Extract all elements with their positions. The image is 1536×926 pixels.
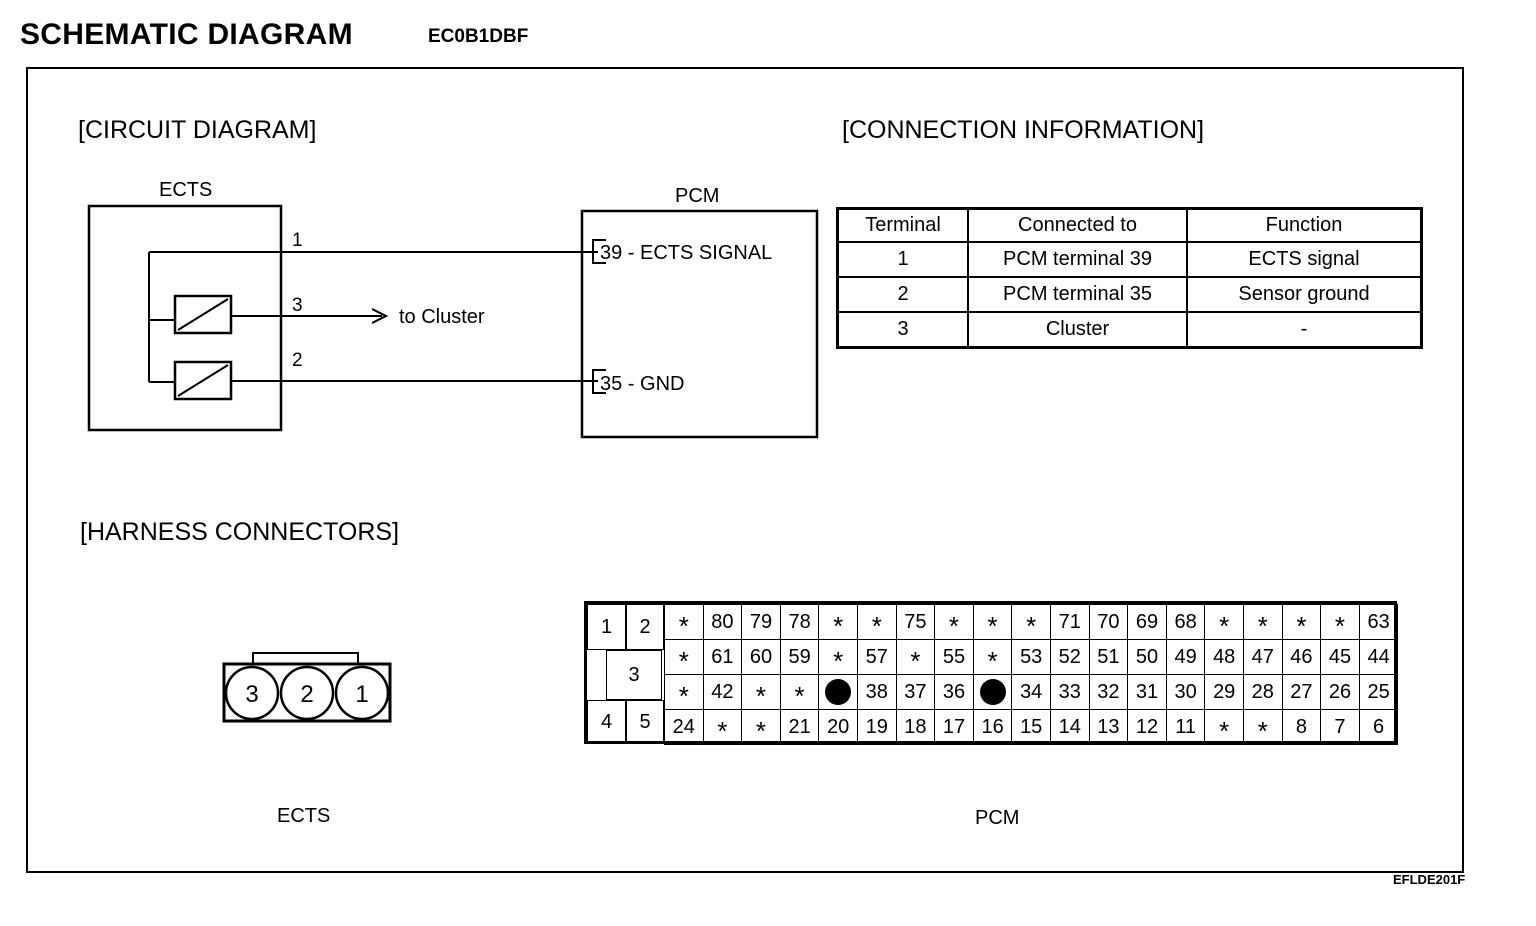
pcm-pin-cell — [818, 674, 858, 710]
pcm-pin-cell — [587, 604, 626, 650]
pcm-pin-label: 42 — [711, 680, 734, 703]
pcm-pin-label: 68 — [1174, 610, 1197, 633]
pcm-pin-cell — [1243, 639, 1283, 675]
pcm-pin-label: 13 — [1097, 715, 1120, 738]
pcm-pin-label: 38 — [865, 680, 888, 703]
pcm-pin-cell — [1243, 604, 1283, 640]
pcm-pin-cell — [857, 674, 897, 710]
unused-pin-star: * — [1257, 716, 1268, 746]
pcm-pin-cell — [606, 650, 662, 700]
ects-pin-label: 1 — [355, 681, 369, 708]
unused-pin-star: * — [794, 681, 805, 711]
pcm-pin-label: 59 — [788, 645, 811, 668]
pcm-pin-cell — [1127, 639, 1167, 675]
circuit-diagram-heading: [CIRCUIT DIAGRAM] — [78, 116, 317, 144]
unused-pin-star: * — [833, 611, 844, 641]
pcm-pin-label: 49 — [1174, 645, 1197, 668]
pcm-pin-label: 24 — [672, 715, 695, 738]
table-cell: 3 — [838, 312, 969, 348]
pcm-pin-cell — [818, 639, 858, 675]
table-cell: 1 — [838, 242, 969, 277]
pcm-pin-label: 5 — [639, 710, 651, 733]
table-cell: PCM terminal 39 — [968, 242, 1187, 277]
unused-pin-star: * — [987, 611, 998, 641]
unused-pin-star: * — [678, 611, 689, 641]
pcm-pin-label: 46 — [1290, 645, 1313, 668]
pcm-pin-cell — [973, 709, 1013, 745]
unused-pin-star: * — [717, 716, 728, 746]
table-cell: ECTS signal — [1187, 242, 1422, 277]
pcm-pin-label: 34 — [1020, 680, 1043, 703]
pcm-pin-cell — [1089, 639, 1129, 675]
pcm-pin-label: 78 — [788, 610, 811, 633]
table-cell: - — [1187, 312, 1422, 348]
pcm-pin-label: 45 — [1328, 645, 1352, 668]
pcm-pin-label: 7 — [1334, 715, 1346, 738]
used-pin-dot — [980, 679, 1006, 705]
pcm-pin-cell — [1050, 674, 1090, 710]
pcm-pin-cell — [1359, 709, 1399, 745]
pcm-pin-label: 75 — [904, 610, 927, 633]
unused-pin-star: * — [1296, 611, 1307, 641]
ects-harness-label: ECTS — [277, 805, 331, 827]
pcm-pin-cell — [1204, 604, 1244, 640]
pcm-pin-cell — [857, 709, 897, 745]
unused-pin-star: * — [678, 681, 689, 711]
pcm-pin-cell — [818, 604, 858, 640]
pcm-harness-label: PCM — [975, 807, 1020, 829]
pcm-pin-label: 1 — [600, 615, 613, 638]
pcm-pin-label: 79 — [749, 610, 773, 633]
thermistor-symbol — [175, 296, 231, 333]
pcm-pin-cell — [664, 639, 704, 675]
pcm-pin-label: 21 — [788, 715, 811, 738]
pcm-pin-cell — [896, 674, 936, 710]
pcm-pin-cell — [703, 604, 743, 640]
pcm-pin-cell — [1011, 639, 1051, 675]
pcm-pin-cell — [664, 709, 704, 745]
pcm-pin-cell — [1359, 674, 1399, 710]
pcm-pin-cell — [1320, 674, 1360, 710]
pcm-pin-cell — [626, 700, 664, 744]
pcm-pin-label: 17 — [942, 715, 966, 738]
pcm-pin-cell — [934, 604, 974, 640]
unused-pin-star: * — [755, 716, 767, 746]
pcm-pin-label: 25 — [1367, 680, 1390, 703]
pcm-pin-label: 32 — [1097, 680, 1120, 703]
pcm-pin-cell — [587, 700, 626, 744]
pcm-pin-label: 63 — [1367, 610, 1390, 633]
pcm-pin-cell — [741, 639, 781, 675]
pcm-pin-cell — [1166, 639, 1206, 675]
pcm-pin-cell — [1166, 604, 1206, 640]
pcm-pin-cell — [1320, 604, 1360, 640]
pcm-pin-label: 2 — [639, 615, 651, 638]
table-cell: Sensor ground — [1187, 277, 1422, 312]
pcm-pin-cell — [1166, 674, 1206, 710]
pcm-pin-cell — [1282, 709, 1322, 745]
pcm-pin-cell — [934, 674, 974, 710]
pcm-pin-cell — [973, 639, 1013, 675]
table-cell: Cluster — [968, 312, 1187, 348]
harness-connectors-heading: [HARNESS CONNECTORS] — [80, 518, 400, 546]
pcm-pin-label: 28 — [1251, 680, 1274, 703]
table-row — [838, 242, 1422, 277]
column-header: Terminal — [838, 209, 969, 243]
pcm-pin-cell — [703, 639, 743, 675]
unused-pin-star: * — [910, 646, 921, 676]
pcm-pin-cell — [741, 604, 781, 640]
pcm-pin-cell — [973, 674, 1013, 710]
ects-pin-label: 2 — [300, 681, 314, 708]
pcm-pin-cell — [1127, 604, 1167, 640]
connection-info-heading: [CONNECTION INFORMATION] — [842, 116, 1205, 144]
pcm-pin-cell — [780, 709, 820, 745]
table-cell: PCM terminal 35 — [968, 277, 1187, 312]
unused-pin-star: * — [948, 611, 960, 641]
pcm-pin-cell — [1011, 674, 1051, 710]
pcm-pin-label: 55 — [942, 645, 966, 668]
unused-pin-star: * — [755, 681, 767, 711]
unused-pin-star: * — [1219, 716, 1230, 746]
pcm-pin-cell — [626, 604, 664, 650]
pcm-pin-label: 71 — [1058, 610, 1081, 633]
pcm-pin-cell — [1204, 709, 1244, 745]
pcm-pin-label: 61 — [711, 645, 734, 668]
document-code: EC0B1DBF — [428, 26, 529, 47]
pin-label-1: 1 — [292, 230, 303, 251]
pcm-pin-label: 48 — [1213, 645, 1236, 668]
pcm-pin-39-label: 39 - ECTS SIGNAL — [600, 242, 773, 264]
pcm-pin-label: 33 — [1058, 680, 1081, 703]
pcm-pin-label: 3 — [628, 663, 640, 686]
pcm-pin-cell — [1282, 604, 1322, 640]
pcm-pin-cell — [1243, 674, 1283, 710]
column-header: Connected to — [968, 209, 1187, 243]
pcm-pin-cell — [1050, 604, 1090, 640]
pcm-pin-cell — [741, 709, 781, 745]
pcm-component-label: PCM — [675, 185, 720, 207]
column-header: Function — [1187, 209, 1422, 243]
table-header-row — [838, 209, 1422, 243]
pcm-pin-cell — [896, 709, 936, 745]
pcm-pin-label: 37 — [904, 680, 927, 703]
pcm-pin-label: 80 — [711, 610, 734, 633]
pcm-pin-cell — [1011, 604, 1051, 640]
pcm-pin-label: 30 — [1174, 680, 1197, 703]
pcm-pin-label: 57 — [865, 645, 888, 668]
pcm-pin-cell — [780, 674, 820, 710]
pcm-pin-cell — [896, 639, 936, 675]
pcm-pin-label: 44 — [1367, 645, 1390, 668]
used-pin-dot — [825, 679, 851, 705]
pcm-pin-label: 8 — [1295, 715, 1307, 738]
pcm-pin-cell — [1282, 674, 1322, 710]
ects-internal-wiring — [149, 252, 175, 382]
pcm-pin-cell — [703, 709, 743, 745]
pcm-pin-label: 69 — [1135, 610, 1159, 633]
pcm-pin-label: 27 — [1290, 680, 1313, 703]
pcm-pin-label: 53 — [1020, 645, 1043, 668]
pcm-pin-label: 12 — [1135, 715, 1159, 738]
pcm-pin-cell — [857, 639, 897, 675]
pcm-pin-label: 70 — [1097, 610, 1120, 633]
pcm-pin-label: 52 — [1058, 645, 1081, 668]
pcm-pin-cell — [1127, 709, 1167, 745]
ects-harness-connector — [224, 653, 390, 721]
pcm-pin-cell — [1359, 604, 1399, 640]
pcm-pin-cell — [664, 604, 704, 640]
unused-pin-star: * — [1334, 611, 1346, 641]
pcm-pin-cell — [1166, 709, 1206, 745]
unused-pin-star: * — [833, 646, 844, 676]
pcm-pin-cell — [1243, 709, 1283, 745]
pcm-pin-cell — [973, 604, 1013, 640]
pcm-pin-label: 14 — [1058, 715, 1081, 738]
unused-pin-star: * — [678, 646, 689, 676]
pcm-pin-cell — [741, 674, 781, 710]
pcm-pin-cell — [934, 709, 974, 745]
pcm-pin-cell — [664, 674, 704, 710]
pcm-pin-label: 26 — [1328, 680, 1352, 703]
pcm-pin-label: 20 — [827, 715, 850, 738]
pcm-pin-cell — [1127, 674, 1167, 710]
pcm-pin-cell — [780, 604, 820, 640]
pcm-pin-cell — [1050, 639, 1090, 675]
unused-pin-star: * — [987, 646, 998, 676]
pcm-pin-cell — [896, 604, 936, 640]
ects-box — [89, 206, 281, 430]
pcm-pin-label: 36 — [942, 680, 966, 703]
connection-table — [836, 207, 1423, 349]
pcm-pin-label: 31 — [1135, 680, 1159, 703]
page-title: SCHEMATIC DIAGRAM — [20, 18, 353, 51]
pcm-pin-cell — [934, 639, 974, 675]
table-row — [838, 312, 1422, 348]
ects-pin-label: 3 — [245, 681, 259, 708]
pcm-harness-connector — [584, 601, 1397, 744]
pcm-pin-cell — [703, 674, 743, 710]
pcm-pin-label: 18 — [904, 715, 927, 738]
unused-pin-star: * — [1257, 611, 1268, 641]
figure-code: EFLDE201F — [1393, 872, 1466, 887]
pcm-pin-cell — [1359, 639, 1399, 675]
pcm-pin-label: 47 — [1251, 645, 1274, 668]
pcm-pin-label: 16 — [981, 715, 1004, 738]
pcm-pin-cell — [780, 639, 820, 675]
pcm-pin-cell — [1089, 604, 1129, 640]
pin-label-2: 2 — [292, 350, 303, 371]
ects-component-label: ECTS — [159, 179, 213, 201]
pcm-pin-label: 6 — [1373, 715, 1385, 738]
pcm-pin-cell — [1089, 709, 1129, 745]
pcm-pin-label: 15 — [1020, 715, 1043, 738]
pcm-pin-cell — [1050, 709, 1090, 745]
pcm-pin-label: 51 — [1097, 645, 1120, 668]
pcm-pin-label: 19 — [865, 715, 888, 738]
unused-pin-star: * — [1219, 611, 1230, 641]
pcm-pin-label: 4 — [600, 710, 613, 733]
pcm-pin-label: 11 — [1175, 715, 1196, 738]
thermistor-symbol — [175, 362, 231, 399]
pcm-pin-label: 50 — [1135, 645, 1159, 668]
unused-pin-star: * — [1026, 611, 1037, 641]
to-cluster-label: to Cluster — [399, 306, 485, 328]
pcm-pin-cell — [1204, 639, 1244, 675]
pcm-pin-cell — [1320, 709, 1360, 745]
pcm-pin-35-label: 35 - GND — [600, 373, 685, 395]
pin-label-3: 3 — [292, 295, 303, 316]
pcm-pin-cell — [1282, 639, 1322, 675]
pcm-pin-cell — [1011, 709, 1051, 745]
table-row — [838, 277, 1422, 312]
pcm-pin-cell — [1089, 674, 1129, 710]
pcm-pin-cell — [818, 709, 858, 745]
pcm-pin-label: 60 — [749, 645, 773, 668]
pcm-pin-cell — [857, 604, 897, 640]
pcm-pin-cell — [1204, 674, 1244, 710]
unused-pin-star: * — [871, 611, 882, 641]
pcm-pin-cell — [1320, 639, 1360, 675]
table-cell: 2 — [838, 277, 969, 312]
pcm-pin-label: 29 — [1213, 680, 1236, 703]
